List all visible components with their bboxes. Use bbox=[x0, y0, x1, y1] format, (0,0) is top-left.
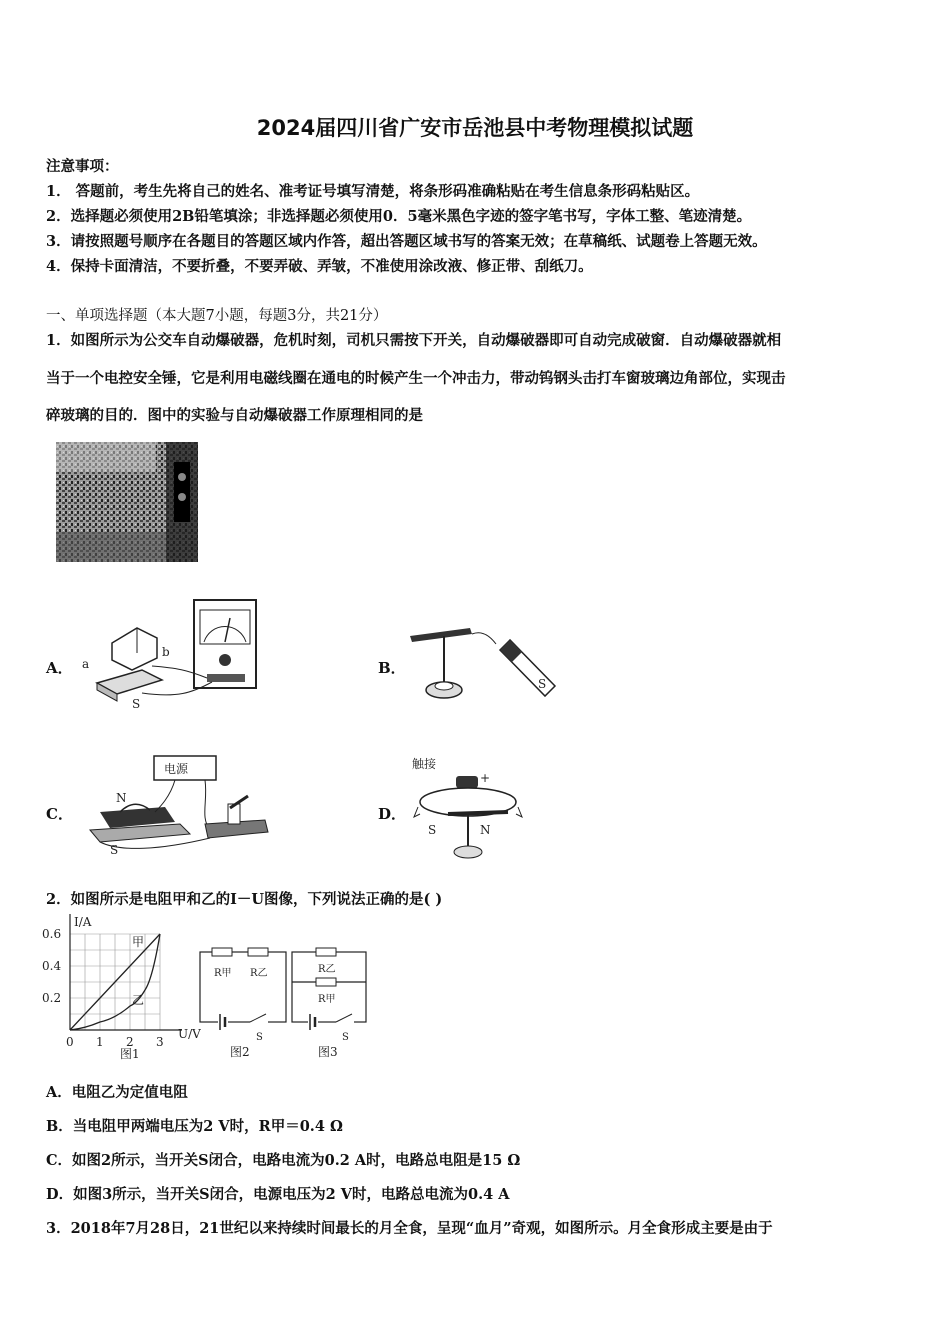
battery-plus-label: + bbox=[480, 771, 491, 785]
note-item: 2．选择题必须使用2B铅笔填涂；非选择题必须使用0．5毫米黑色字迹的签字笔书写，字体工整、笔迹清楚。 bbox=[46, 208, 752, 225]
y-tick-label: 0.2 bbox=[42, 991, 62, 1005]
compass-n-label: N bbox=[480, 823, 491, 837]
r-yi-label: R乙 bbox=[318, 964, 336, 975]
option-a-figure bbox=[82, 598, 262, 710]
note-item: 1． 答题前，考生先将自己的姓名、准考证号填写清楚，将条形码准确粘贴在考生信息条形码粘贴区。 bbox=[46, 183, 700, 200]
magnet-s-label: S bbox=[538, 677, 547, 691]
magnet-s-label: S bbox=[110, 843, 119, 857]
touch-label: 触接 bbox=[412, 757, 437, 771]
question-3-stem: 3．2018年7月28日，21世纪以来持续时间最长的月全食，呈现“血月”奇观，如图所示。月全食形成主要是由于 bbox=[46, 1220, 773, 1237]
window-breaker-photo bbox=[56, 442, 198, 562]
parallel-circuit bbox=[288, 946, 372, 1060]
figure-1-caption: 图1 bbox=[120, 1047, 140, 1061]
label-b: b bbox=[162, 645, 170, 659]
power-supply-label: 电源 bbox=[164, 762, 189, 776]
switch-label: S bbox=[256, 1032, 263, 1043]
notes-heading: 注意事项： bbox=[46, 158, 119, 175]
figure-2-caption: 图2 bbox=[230, 1045, 250, 1059]
y-axis-label: I/A bbox=[74, 915, 92, 929]
label-s: S bbox=[132, 697, 141, 711]
note-item: 3．请按照题号顺序在各题目的答题区域内作答，超出答题区域书写的答案无效；在草稿纸、试题卷上答题无效。 bbox=[46, 233, 767, 250]
figure-3-caption: 图3 bbox=[318, 1045, 338, 1059]
option-d-figure bbox=[408, 752, 528, 862]
page-title: 2024届四川省广安市岳池县中考物理模拟试题 bbox=[256, 116, 694, 140]
series-circuit bbox=[196, 948, 292, 1060]
label-a: a bbox=[82, 657, 90, 671]
r-yi-label: R乙 bbox=[250, 968, 268, 979]
question-2-stem: 2．如图所示是电阻甲和乙的I－U图像，下列说法正确的是( ) bbox=[46, 891, 443, 908]
question-1-text: 当于一个电控安全锤，它是利用电磁线圈在通电的时候产生一个冲击力，带动钨钢头击打车窗玻璃边角部位，实现击 bbox=[46, 370, 786, 387]
question-1-text: 1．如图所示为公交车自动爆破器，危机时刻，司机只需按下开关，自动爆破器即可自动完成破窗．自动爆破器就相 bbox=[46, 332, 782, 349]
y-tick-label: 0.4 bbox=[42, 959, 62, 973]
curve-jia-label: 甲 bbox=[132, 935, 145, 949]
option-c-label: C． bbox=[46, 805, 73, 823]
x-tick-label: 2 bbox=[126, 1035, 134, 1049]
question-2-option-d: D．如图3所示，当开关S闭合，电源电压为2 V时，电路总电流为0.4 A bbox=[46, 1186, 510, 1203]
question-2-option-b: B．当电阻甲两端电压为2 V时，R甲＝0.4 Ω bbox=[46, 1118, 343, 1135]
switch-label: S bbox=[342, 1032, 349, 1043]
option-b-figure bbox=[410, 628, 560, 708]
option-a-label: A． bbox=[46, 659, 73, 677]
option-c-figure bbox=[80, 752, 270, 856]
note-item: 4．保持卡面清洁，不要折叠，不要弄破、弄皱，不准使用涂改液、修正带、刮纸刀。 bbox=[46, 258, 593, 275]
magnet-n-label: N bbox=[116, 791, 127, 805]
y-tick-label: 0.6 bbox=[42, 927, 62, 941]
question-2-option-a: A．电阻乙为定值电阻 bbox=[46, 1084, 188, 1101]
compass-s-label: S bbox=[428, 823, 437, 837]
x-tick-label: 0 bbox=[66, 1035, 74, 1049]
x-tick-label: 3 bbox=[156, 1035, 164, 1049]
option-d-label: D． bbox=[378, 805, 407, 823]
curve-yi-label: 乙 bbox=[132, 993, 145, 1007]
iu-chart bbox=[40, 912, 200, 1067]
r-jia-label: R甲 bbox=[214, 968, 232, 979]
question-1-text: 碎玻璃的目的．图中的实验与自动爆破器工作原理相同的是 bbox=[46, 407, 423, 424]
section-heading: 一、单项选择题（本大题7小题，每题3分，共21分） bbox=[46, 308, 388, 324]
option-b-label: B． bbox=[378, 659, 406, 677]
question-2-option-c: C．如图2所示，当开关S闭合，电路电流为0.2 A时，电路总电阻是15 Ω bbox=[46, 1152, 521, 1169]
x-tick-label: 1 bbox=[96, 1035, 104, 1049]
x-axis-label: U/V bbox=[178, 1027, 201, 1041]
r-jia-label: R甲 bbox=[318, 994, 336, 1005]
